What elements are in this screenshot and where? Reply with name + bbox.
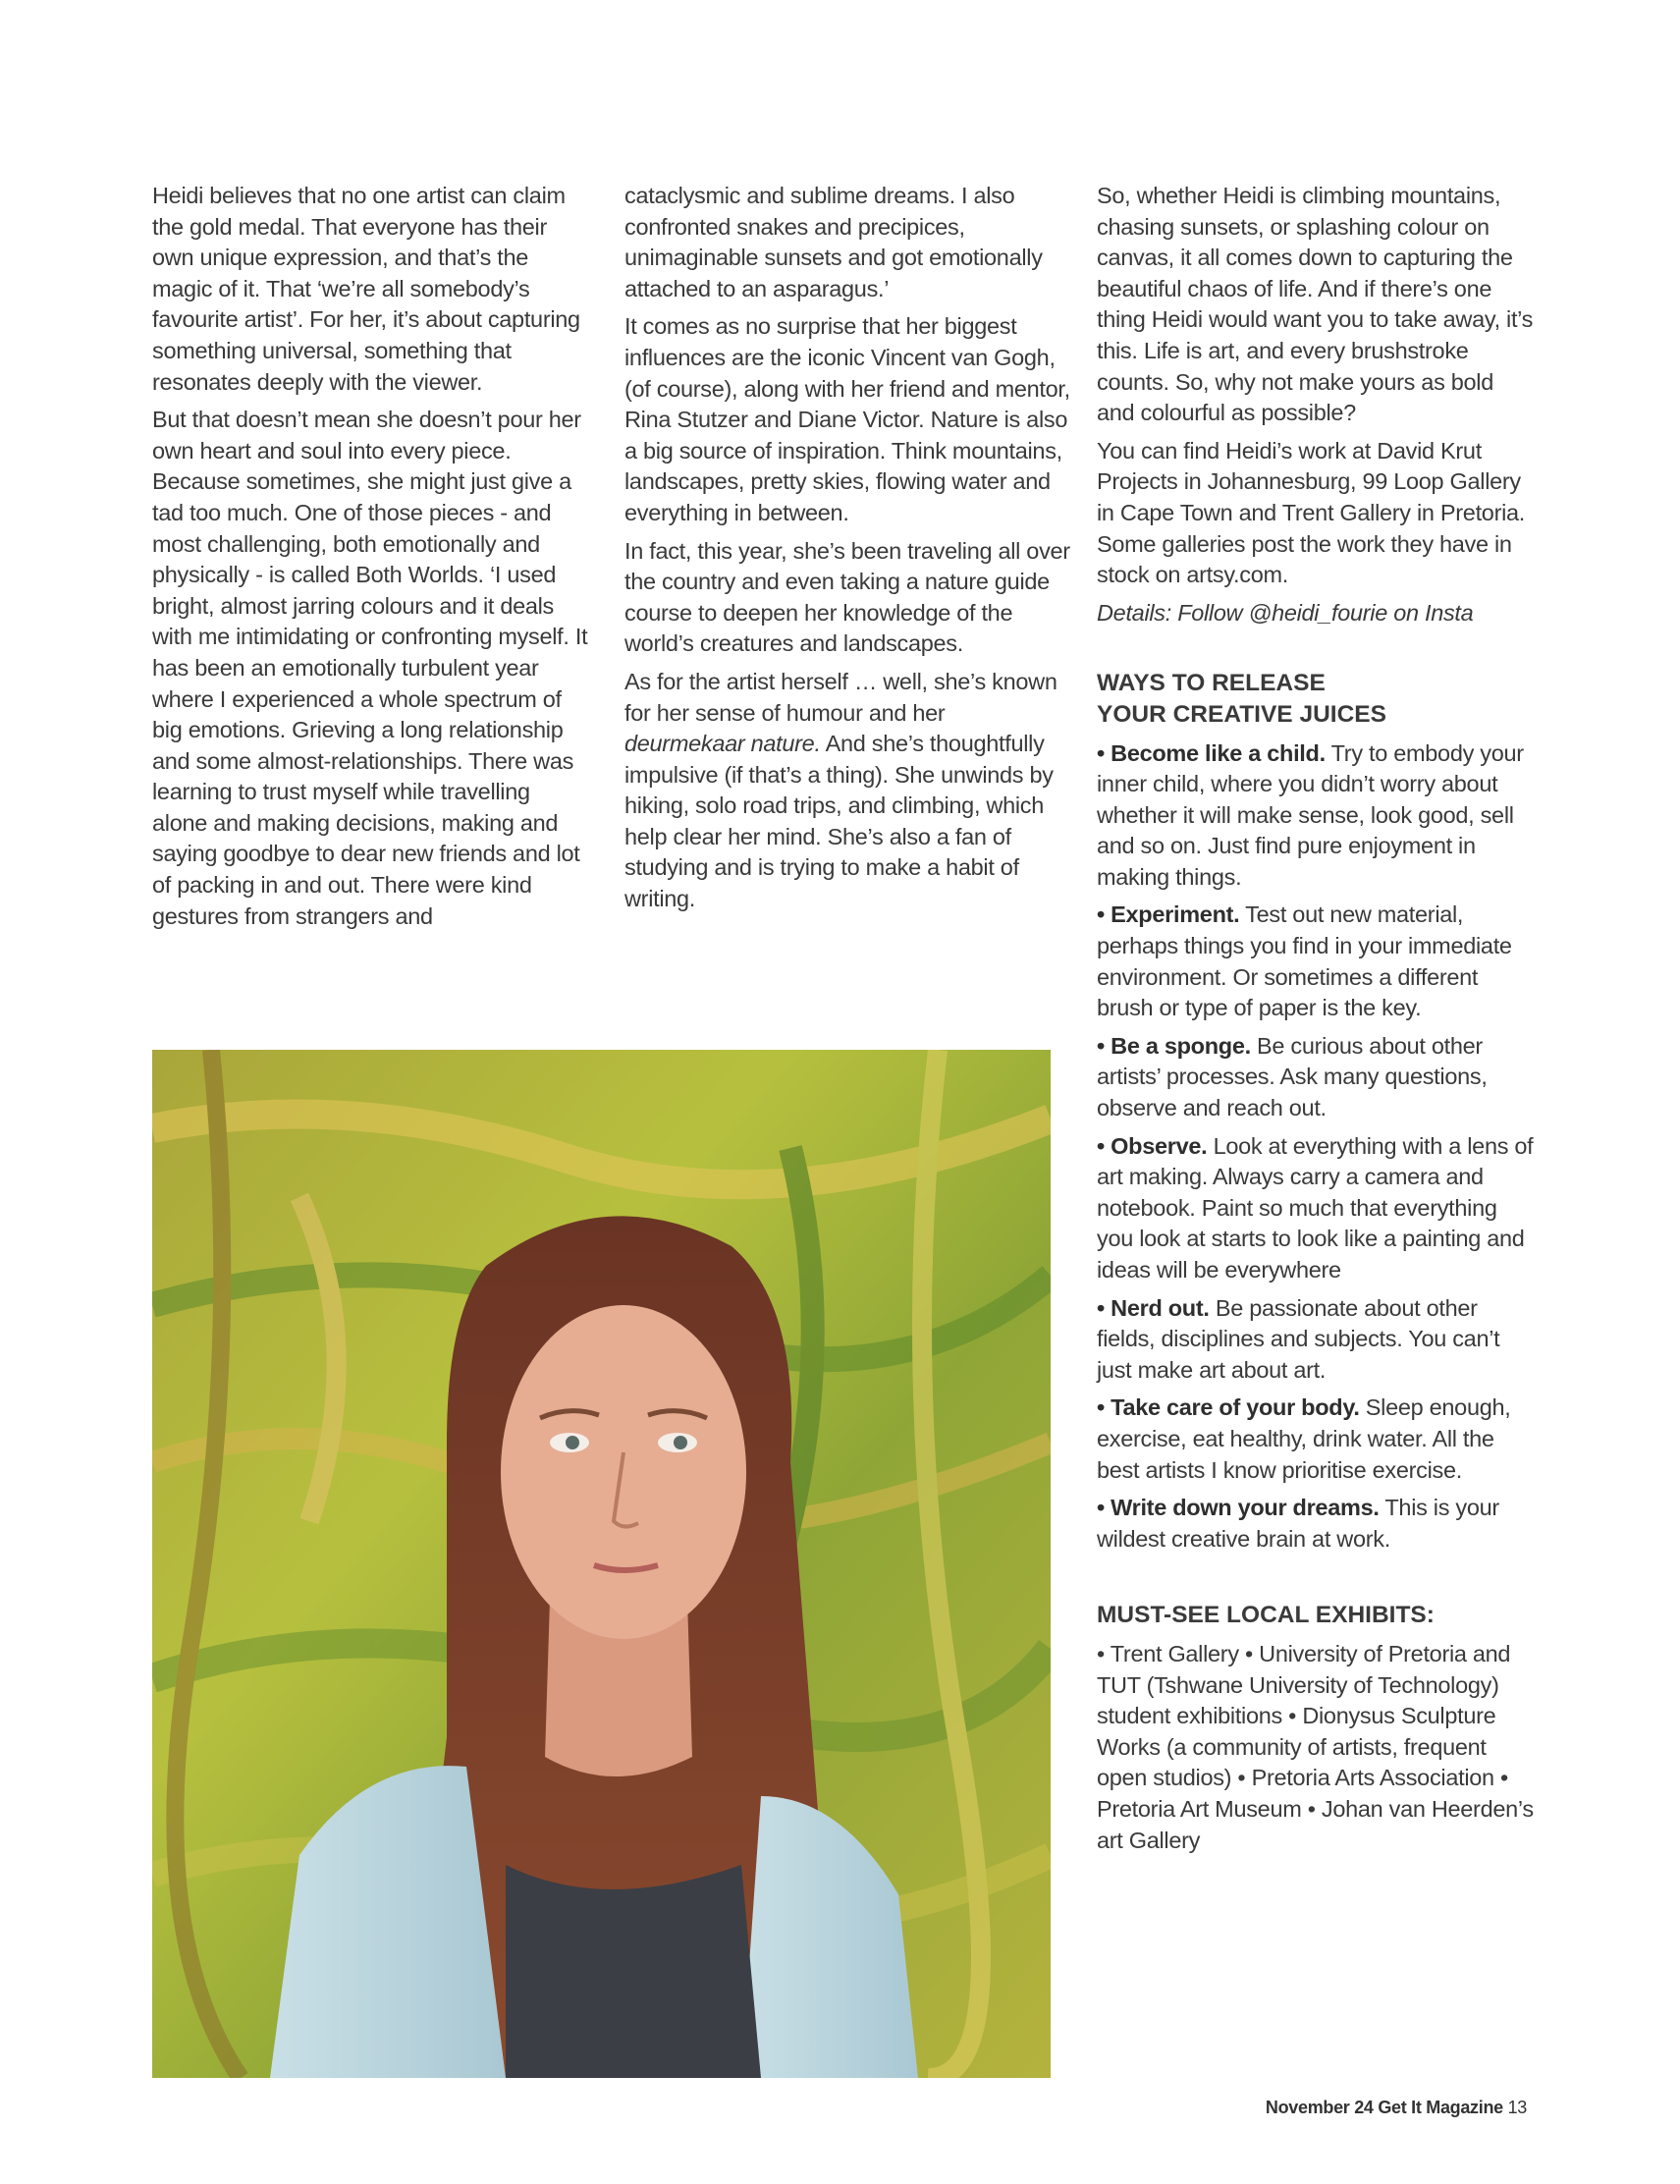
article-column-3 xyxy=(1097,181,1537,1856)
page-number: 13 xyxy=(1507,2098,1527,2117)
body-paragraph: cataclysmic and sublime dreams. I also confronted snakes and precipices, unimaginable sunsets and got emotionally attached to an asparagus.’ xyxy=(624,183,1043,301)
tip-title: • Be a sponge. xyxy=(1097,1032,1251,1059)
tip-title: • Take care of your body. xyxy=(1097,1394,1360,1421)
tip-text: Look at everything with a lens of art making. Always carry a camera and notebook. Paint so much that everything you look at starts to look like a painting and ideas will be everywhere xyxy=(1097,1132,1534,1283)
tip-item xyxy=(1097,1392,1537,1486)
tip-item xyxy=(1097,1293,1537,1387)
article-column-1 xyxy=(152,181,589,932)
tip-item xyxy=(1097,900,1537,1023)
tip-item xyxy=(1097,738,1537,894)
tips-heading xyxy=(1097,668,1537,730)
magazine-name: Get It Magazine xyxy=(1378,2098,1503,2117)
tip-item xyxy=(1097,1131,1537,1286)
tip-title: • Become like a child. xyxy=(1097,739,1326,766)
iris-shape xyxy=(566,1436,579,1449)
tips-heading-line: WAYS TO RELEASE xyxy=(1097,670,1326,697)
page-footer xyxy=(1266,2098,1527,2118)
text-run: And she’s thoughtfully impulsive (if that’s a thing). She unwinds by hiking, solo road trips, and climbing, which help clear her mind. She’s also a fan of studying and is trying to make a habit of writing. xyxy=(624,731,1054,912)
italic-phrase: deurmekaar nature. xyxy=(624,731,821,757)
tip-text: This is your wildest creative brain at work. xyxy=(1097,1495,1499,1552)
tip-title: • Nerd out. xyxy=(1097,1294,1210,1321)
tip-title: • Observe. xyxy=(1097,1132,1208,1159)
text-run: As for the artist herself … well, she’s known for her sense of humour and her xyxy=(624,668,1057,726)
shirt-shape xyxy=(506,1865,761,2078)
tip-title: • Experiment. xyxy=(1097,901,1240,928)
body-paragraph: You can find Heidi’s work at David Krut Projects in Johannesburg, 99 Loop Gallery in Cape Town and Trent Gallery in Pretoria. Some galleries post the work they have in stock on artsy.com. xyxy=(1097,437,1526,588)
issue-date: November 24 xyxy=(1265,2098,1374,2117)
tip-item xyxy=(1097,1493,1537,1555)
tips-heading-line: YOUR CREATIVE JUICES xyxy=(1097,700,1386,728)
exhibits-heading: MUST-SEE LOCAL EXHIBITS: xyxy=(1097,1602,1435,1629)
artist-portrait-photo xyxy=(152,1050,1051,2078)
details-line: Details: Follow @heidi_fourie on Insta xyxy=(1097,599,1474,626)
body-paragraph: In fact, this year, she’s been traveling all over the country and even taking a nature guide course to deepen her knowledge of the world’s creatures and landscapes. xyxy=(624,537,1070,657)
exhibits-list: • Trent Gallery • University of Pretoria and TUT (Tshwane University of Technology) student exhibitions • Dionysus Sculpture Works (a community of artists, frequent open studios) • Pretoria Arts Association • Pretoria Art Museum • Johan van Heerden’s art Gallery xyxy=(1097,1640,1534,1853)
tip-text: Be passionate about other fields, disciplines and subjects. You can’t just make art about art. xyxy=(1097,1294,1500,1383)
portrait-illustration xyxy=(152,1050,1051,2078)
body-paragraph: So, whether Heidi is climbing mountains, chasing sunsets, or splashing colour on canvas, it all comes down to capturing the beautiful chaos of life. And if there’s one thing Heidi would want you to take away, it’s this. Life is art, and every brushstroke counts. So, why not make yours as bold and colourful as possible? xyxy=(1097,183,1534,426)
article-column-2 xyxy=(624,181,1071,915)
body-paragraph: It comes as no surprise that her biggest influences are the iconic Vincent van Gogh, (of course), along with her friend and mentor, Rina Stutzer and Diane Victor. Nature is also a big source of inspiration. Think mountains, landscapes, pretty skies, flowing water and everything in between. xyxy=(624,313,1070,525)
tip-text: Try to embody your inner child, where you didn’t worry about whether it will make sense, look good, sell and so on. Just find pure enjoyment in making things. xyxy=(1097,739,1524,890)
body-paragraph: But that doesn’t mean she doesn’t pour her own heart and soul into every piece. Because sometimes, she might just give a tad too much. One of those pieces - and most challenging, both emotionally and physically - is called Both Worlds. ‘I used bright, almost jarring colours and it deals with me intimidating or confronting myself. It has been an emotionally turbulent year where I experienced a whole spectrum of big emotions. Grieving a long relationship and some almost-relationships. There was learning to trust myself while travelling alone and making decisions, making and saying goodbye to dear new friends and lot of packing in and out. There were kind gestures from strangers and xyxy=(152,407,588,929)
tip-text: Test out new material, perhaps things you find in your immediate environment. Or sometimes a different brush or type of paper is the key. xyxy=(1097,901,1512,1021)
body-paragraph xyxy=(624,667,1071,915)
body-paragraph: Heidi believes that no one artist can claim the gold medal. That everyone has their own unique expression, and that’s the magic of it. That ‘we’re all somebody’s favourite artist’. For her, it’s about capturing something universal, something that resonates deeply with the viewer. xyxy=(152,183,580,395)
face-shape xyxy=(501,1305,746,1639)
iris-shape xyxy=(674,1436,687,1449)
tip-text: Sleep enough, exercise, eat healthy, drink water. All the best artists I know prioritise exercise. xyxy=(1097,1394,1511,1483)
tip-item xyxy=(1097,1031,1537,1124)
tip-title: • Write down your dreams. xyxy=(1097,1495,1380,1521)
tip-text: Be curious about other artists’ processes. Ask many questions, observe and reach out. xyxy=(1097,1032,1488,1121)
